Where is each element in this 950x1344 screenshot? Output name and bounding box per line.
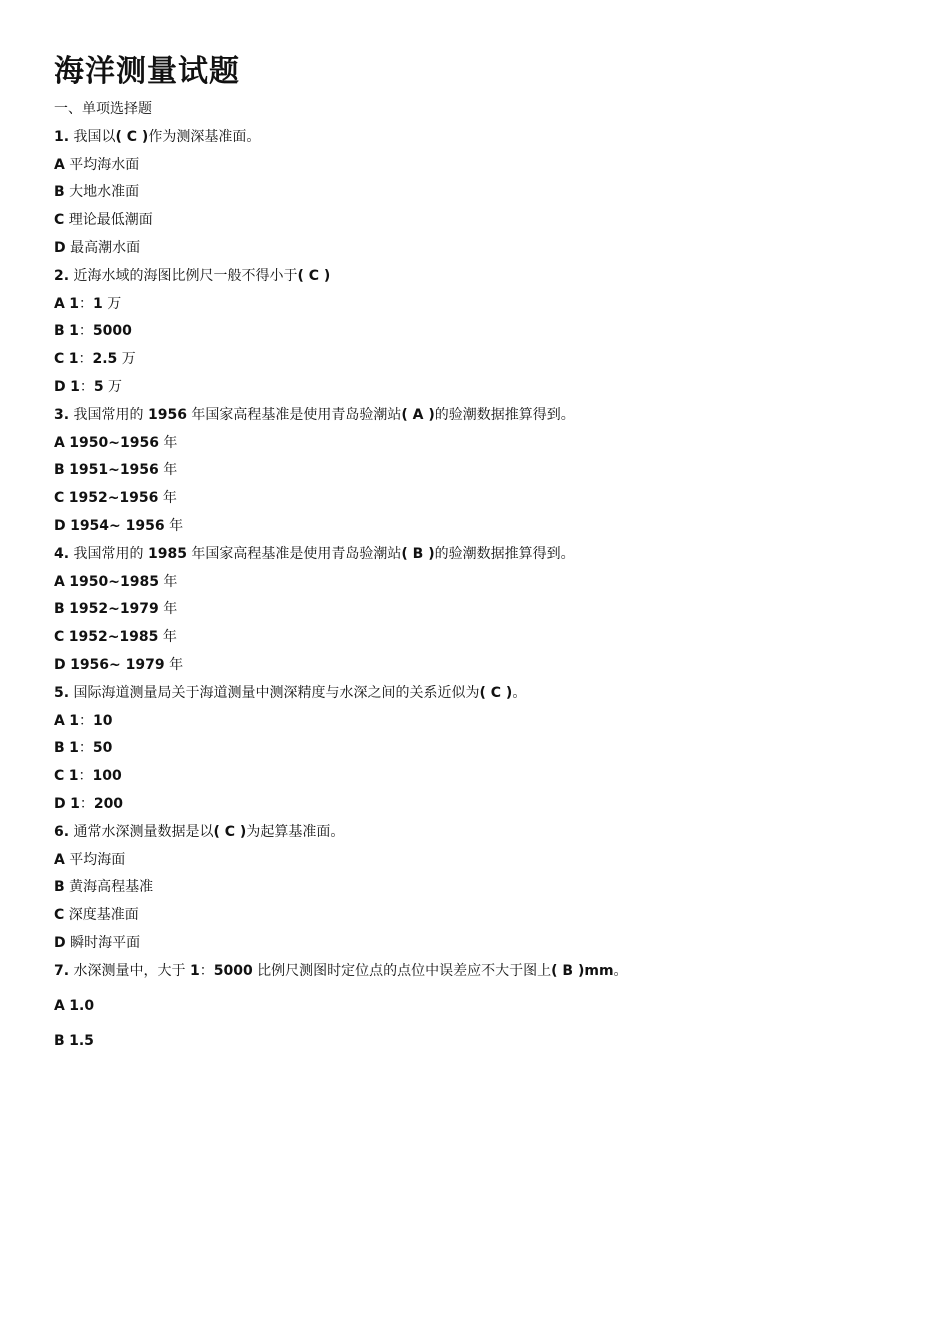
line-text: 最高潮水面 [70, 239, 141, 256]
option-letter: A [54, 997, 65, 1014]
emphasis-text: 1 [70, 795, 80, 812]
emphasis-text: 2.5 [92, 351, 118, 368]
line-text: 年 [158, 573, 178, 590]
option-line [54, 995, 914, 1030]
line-text: 年 [164, 656, 184, 673]
option-letter: D [54, 517, 66, 534]
line-text: 年国家高程基准是使用青岛验潮站 [186, 406, 402, 423]
line-text: ： [78, 740, 93, 757]
emphasis-text: 5000 [213, 962, 253, 979]
line-text: 为起算基准面。 [246, 823, 345, 840]
option-letter: C [54, 490, 65, 507]
emphasis-text: 1952~1979 [69, 601, 159, 618]
emphasis-text: ( B )mm [551, 962, 614, 979]
line-text: 近海水域的海图比例尺一般不得小于 [73, 267, 298, 284]
option-line [54, 710, 914, 738]
line-text: 年 [158, 434, 178, 451]
line-text: 作为测深基准面。 [148, 128, 261, 145]
question-number: 2. [54, 267, 70, 284]
option-line [54, 515, 914, 543]
line-text: ： [78, 768, 93, 785]
option-letter: A [54, 156, 65, 173]
option-letter: C [54, 907, 65, 924]
option-line [54, 459, 914, 487]
question-line [54, 265, 914, 293]
emphasis-text: 1 [69, 323, 79, 340]
option-line [54, 793, 914, 821]
option-letter: B [54, 879, 65, 896]
option-letter: C [54, 629, 65, 646]
line-text: 理论最低潮面 [68, 212, 153, 229]
emphasis-text: ( C ) [115, 128, 149, 145]
question-number: 3. [54, 406, 70, 423]
option-line [54, 320, 914, 348]
document-page [54, 50, 914, 1058]
emphasis-text: ( C ) [213, 823, 247, 840]
line-text: 黄海高程基准 [69, 879, 154, 896]
line-text: 比例尺测图时定位点的点位中误差应不大于图上 [252, 962, 552, 979]
question-number: 7. [54, 962, 70, 979]
option-letter: B [54, 740, 65, 757]
emphasis-text: 1 [69, 712, 80, 729]
emphasis-text: 1954~ 1956 [70, 517, 165, 534]
option-letter: A [54, 434, 65, 451]
option-line [54, 1030, 914, 1058]
option-line [54, 237, 914, 265]
option-line [54, 293, 914, 321]
emphasis-text: 1 [69, 295, 80, 312]
line-text: 平均海面 [69, 851, 126, 868]
option-line [54, 849, 914, 877]
option-line [54, 376, 914, 404]
option-letter: B [54, 1032, 65, 1049]
line-text: ： [78, 323, 93, 340]
emphasis-text: 1 [68, 351, 79, 368]
emphasis-text: 100 [92, 768, 122, 785]
emphasis-text: 1956~ 1979 [70, 656, 165, 673]
line-text: 年 [164, 517, 184, 534]
option-letter: A [54, 712, 65, 729]
line-text: 水深测量中，大于 [73, 962, 190, 979]
option-line [54, 932, 914, 960]
line-text: 大地水准面 [69, 184, 140, 201]
line-text: 的验潮数据推算得到。 [434, 545, 575, 562]
question-number: 4. [54, 545, 70, 562]
question-line [54, 821, 914, 849]
emphasis-text: 1956 [147, 406, 187, 423]
option-letter: D [54, 934, 66, 951]
line-text: 瞬时海平面 [70, 934, 141, 951]
option-letter: B [54, 601, 65, 618]
line-text: ： [78, 351, 93, 368]
line-text: 年 [158, 601, 178, 618]
option-letter: C [54, 351, 65, 368]
emphasis-text: 1 [93, 295, 103, 312]
line-text: ： [199, 962, 214, 979]
line-text: 。 [512, 684, 527, 701]
option-letter: C [54, 212, 65, 229]
option-letter: A [54, 573, 65, 590]
option-letter: C [54, 768, 65, 785]
question-line [54, 960, 914, 995]
emphasis-text: 10 [93, 712, 113, 729]
option-line [54, 181, 914, 209]
option-line [54, 348, 914, 376]
question-list [54, 126, 914, 1058]
option-line [54, 432, 914, 460]
line-text: 年 [158, 462, 178, 479]
line-text: ： [79, 295, 94, 312]
option-line [54, 571, 914, 599]
emphasis-text: 1 [70, 378, 80, 395]
option-letter: B [54, 184, 65, 201]
emphasis-text: 1.0 [69, 997, 95, 1014]
line-text: 我国常用的 [73, 406, 148, 423]
emphasis-text: ( C ) [297, 267, 331, 284]
option-line [54, 765, 914, 793]
emphasis-text: 1 [69, 740, 79, 757]
emphasis-text: ( C ) [479, 684, 513, 701]
option-line [54, 876, 914, 904]
question-number: 6. [54, 823, 70, 840]
option-line [54, 487, 914, 515]
line-text: 深度基准面 [68, 907, 139, 924]
option-letter: D [54, 239, 66, 256]
option-letter: B [54, 323, 65, 340]
emphasis-text: 1951~1956 [69, 462, 159, 479]
line-text: 。 [613, 962, 628, 979]
emphasis-text: 5 [93, 378, 104, 395]
emphasis-text: 1952~1956 [68, 490, 159, 507]
question-number: 1. [54, 128, 70, 145]
line-text: 通常水深测量数据是以 [73, 823, 214, 840]
question-line [54, 126, 914, 154]
line-text: 万 [117, 351, 136, 368]
section-heading: 一、单项选择题 [54, 101, 152, 117]
option-line [54, 626, 914, 654]
emphasis-text: ( B ) [401, 545, 435, 562]
question-line [54, 404, 914, 432]
emphasis-text: 5000 [92, 323, 132, 340]
option-line [54, 209, 914, 237]
emphasis-text: 1985 [147, 545, 187, 562]
option-letter: A [54, 295, 65, 312]
option-letter: D [54, 795, 66, 812]
option-letter: D [54, 656, 66, 673]
line-text: 年 [158, 629, 177, 646]
line-text: 万 [103, 378, 123, 395]
line-text: 的验潮数据推算得到。 [434, 406, 575, 423]
line-text: 年国家高程基准是使用青岛验潮站 [186, 545, 402, 562]
emphasis-text: 1 [68, 768, 79, 785]
emphasis-text: 1.5 [69, 1032, 94, 1049]
emphasis-text: 1950~1956 [69, 434, 159, 451]
question-line [54, 682, 914, 710]
option-line [54, 654, 914, 682]
line-text: 年 [158, 490, 177, 507]
emphasis-text: ( A ) [401, 406, 435, 423]
line-text: ： [79, 712, 94, 729]
emphasis-text: 200 [93, 795, 124, 812]
option-letter: A [54, 851, 65, 868]
line-text: ： [79, 795, 94, 812]
line-text: 平均海水面 [69, 156, 140, 173]
line-text: 我国常用的 [73, 545, 148, 562]
question-line [54, 543, 914, 571]
emphasis-text: 50 [92, 740, 113, 757]
option-line [54, 598, 914, 626]
page-title: 海洋测量试题 [54, 54, 240, 89]
option-line [54, 737, 914, 765]
line-text: 万 [102, 295, 122, 312]
option-line [54, 154, 914, 182]
option-letter: B [54, 462, 65, 479]
emphasis-text: 1 [189, 962, 200, 979]
question-number: 5. [54, 684, 70, 701]
emphasis-text: 1950~1985 [69, 573, 159, 590]
line-text: 我国以 [73, 128, 116, 145]
emphasis-text: 1952~1985 [68, 629, 159, 646]
option-letter: D [54, 378, 66, 395]
line-text: ： [79, 378, 94, 395]
line-text: 国际海道测量局关于海道测量中测深精度与水深之间的关系近似为 [73, 684, 480, 701]
option-line [54, 904, 914, 932]
